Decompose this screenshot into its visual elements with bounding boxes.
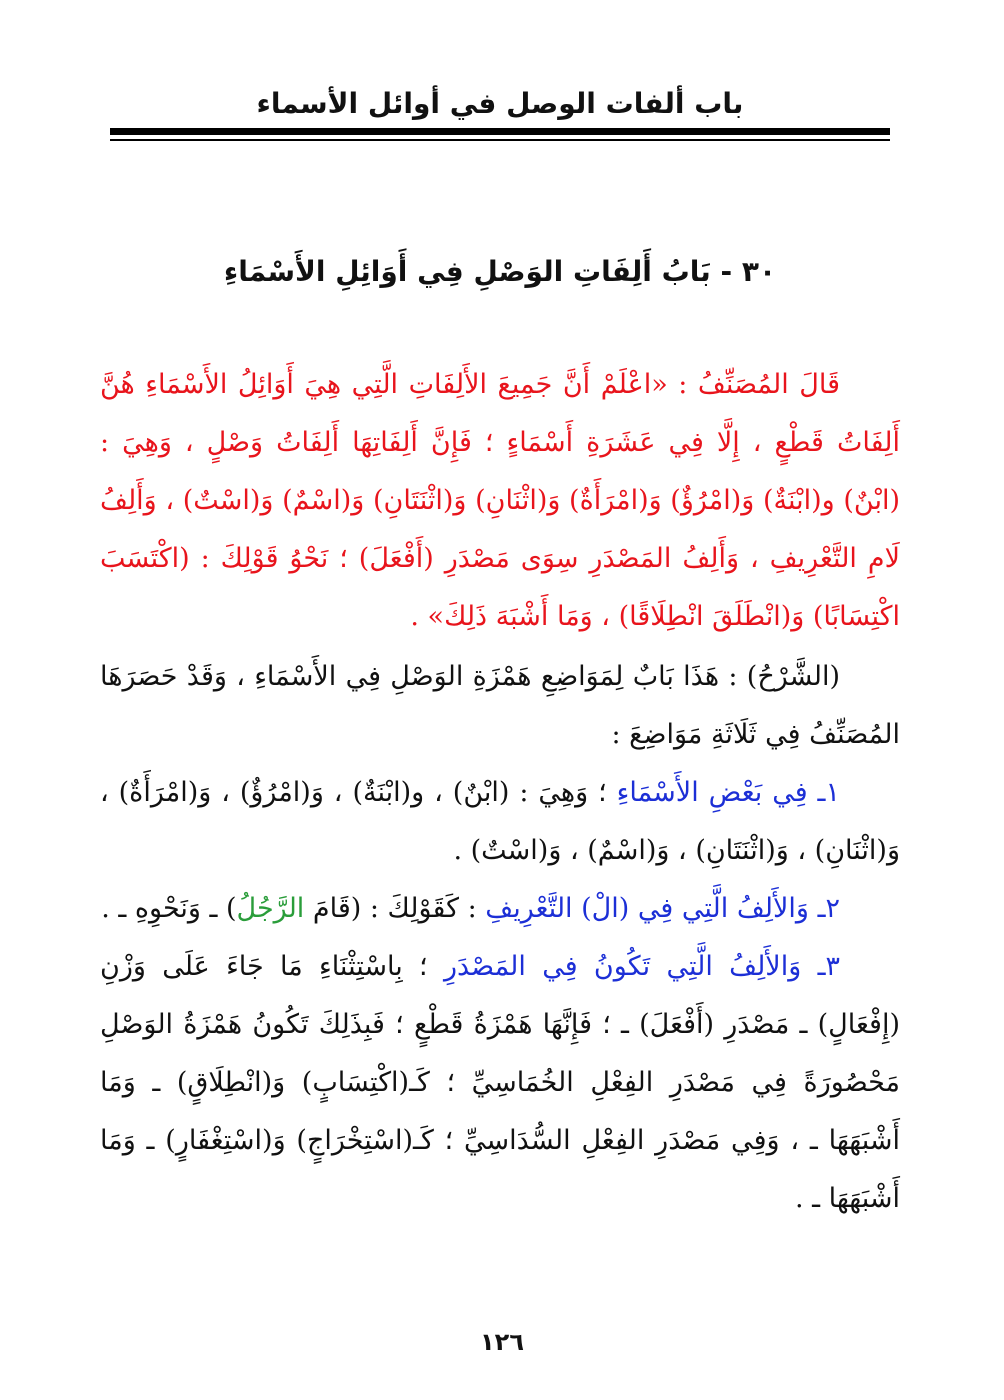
item-1-number: ١ـ [817,777,840,808]
commentary-paragraph: (الشَّرْحُ) : هَذَا بَابٌ لِمَوَاضِعِ هَمْزَةِ الوَصْلِ فِي الأَسْمَاءِ ، وَقَدْ حَصَرَهَا المُصَنِّفُ فِي ثَلَاثَةِ مَوَاضِعَ : [100,661,900,750]
item-1-heading: فِي بَعْضِ الأَسْمَاءِ [616,777,808,808]
list-item-3 [100,938,900,1228]
item-2-text-after: ) ـ وَنَحْوِهِ ـ . [101,893,237,924]
list-item-1 [100,764,900,880]
list-item-2 [100,880,900,938]
item-2-number: ٢ـ [817,893,840,924]
item-2-highlight: الرَّجُلُ [236,893,305,924]
author-quote: قَالَ المُصَنِّفُ : «اعْلَمْ أَنَّ جَمِيعَ الأَلِفَاتِ الَّتِي هِيَ أَوَائِلُ الأَسْمَاءِ هُنَّ أَلِفَاتُ قَطْعٍ ، إِلَّا فِي عَشَرَةِ أَسْمَاءٍ ؛ فَإِنَّ أَلِفَاتِهَا أَلِفَاتُ وَصْلٍ ، وَهِيَ : (ابْنٌ) و(ابْنَةٌ) وَ(امْرُؤٌ) وَ(امْرَأَةٌ) وَ(اثْنَانِ) وَ(اثْنَتَانِ) وَ(اسْمٌ) وَ(اسْتٌ) ، وَأَلِفُ لَامِ التَّعْرِيفِ ، وَأَلِفُ المَصْدَرِ سِوَى مَصْدَرِ (أَفْعَلَ) ؛ نَحْوُ قَوْلِكَ : (اكْتَسَبَ اكْتِسَابًا) وَ(انْطَلَقَ انْطِلَاقًا) ، وَمَا أَشْبَهَ ذَلِكَ» . [100,369,900,632]
running-header: باب ألفات الوصل في أوائل الأسماء [256,87,744,120]
item-2-text-before: : كَقَوْلِكَ : (قَامَ [312,893,477,924]
page-number: ١٢٦ [480,1328,524,1356]
body-text [100,356,900,1228]
chapter-title: ٣٠ - بَابُ أَلِفَاتِ الوَصْلِ فِي أَوَائِلِ الأَسْمَاءِ [223,255,777,288]
header-rule-thin [110,139,890,141]
item-3-heading: وَالأَلِفُ الَّتِي تَكُونُ فِي المَصْدَرِ [443,951,802,982]
header-rule-thick [110,128,890,135]
item-3-text: ؛ بِاسْتِثْنَاءِ مَا جَاءَ عَلَى وَزْنِ (إِفْعَالٍ) ـ مَصْدَرِ (أَفْعَلَ) ـ ؛ فَإِنَّهَا هَمْزَةُ قَطْعٍ ؛ فَبِذَلِكَ تَكُونُ هَمْزَةُ الوَصْلِ مَحْصُورَةً فِي مَصْدَرِ الفِعْلِ الخُمَاسِيِّ ؛ كَـ(اكْتِسَابٍ) وَ(انْطِلَاقٍ) ـ وَمَا أَشْبَهَهَا ـ ، وَفِي مَصْدَرِ الفِعْلِ السُّدَاسِيِّ ؛ كَـ(اسْتِخْرَاجٍ) وَ(اسْتِغْفَارٍ) ـ وَمَا أَشْبَهَهَا ـ . [100,951,900,1214]
item-2-heading: وَالأَلِفُ الَّتِي فِي (الْ) التَّعْرِيفِ [485,893,809,924]
item-3-number: ٣ـ [817,951,840,982]
item-1-text: ؛ وَهِيَ : (ابْنٌ) ، و(ابْنَةٌ) ، وَ(امْرُؤٌ) ، وَ(امْرَأَةٌ) ، وَ(اثْنَانِ) ، وَ(اثْنَتَانِ) ، وَ(اسْمٌ) ، وَ(اسْتٌ) . [100,777,900,866]
